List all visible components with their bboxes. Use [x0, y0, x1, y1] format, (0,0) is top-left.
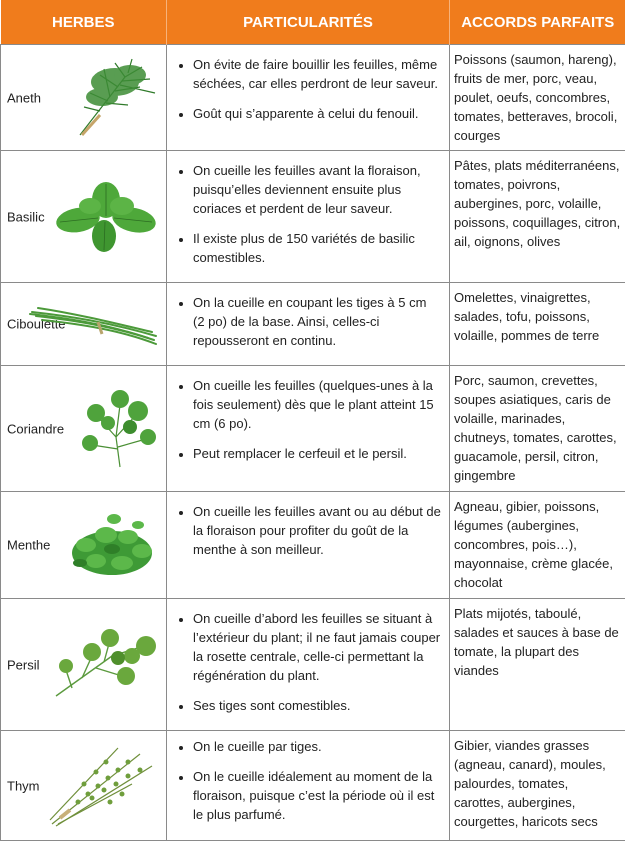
note-item: • On évite de faire bouillir les feuilles, même séchées, car elles perdront de leur saveur.: [193, 55, 441, 93]
pairings-text: Omelettes, vinaigrettes, salades, tofu, poissons, volaille, pommes de terre: [450, 283, 625, 349]
header-accords: ACCORDS PARFAITS: [450, 0, 625, 45]
pairings-text: Pâtes, plats méditerranéens, tomates, poivrons, aubergines, porc, volaille, poissons, coquillages, citron, ail, oignons, olives: [450, 151, 625, 255]
basil-leaves-icon: [54, 180, 160, 254]
pairings-text: Agneau, gibier, poissons, légumes (aubergines, concombres, pois…), mayonnaise, crème glacée, chocolat: [450, 492, 625, 596]
table-row-menthe: [1, 492, 625, 599]
herb-name: Aneth: [7, 88, 41, 107]
table-row-ciboulette: [1, 283, 625, 366]
notes-cell: [167, 283, 450, 366]
pairings-text: Plats mijotés, taboulé, salades et sauces à base de tomate, la plupart des viandes: [450, 599, 625, 684]
notes-list: [167, 599, 449, 730]
herb-name: Coriandre: [7, 419, 64, 438]
herb-cell: [1, 599, 167, 731]
herb-name: Menthe: [7, 536, 50, 555]
herb-cell: [1, 731, 167, 841]
note-item: • Peut remplacer le cerfeuil et le persil.: [193, 444, 441, 463]
header-particularites: PARTICULARITÉS: [167, 0, 450, 45]
parsley-sprig-icon: [52, 626, 160, 704]
table-row-coriandre: [1, 366, 625, 492]
note-item: • Il existe plus de 150 variétés de basilic comestibles.: [193, 229, 441, 267]
notes-list: [167, 366, 449, 478]
note-item: • On le cueille par tiges.: [193, 737, 441, 756]
notes-cell: [167, 366, 450, 492]
mint-plant-icon: [66, 505, 160, 585]
herb-cell: [1, 366, 167, 492]
pairings-cell: [450, 731, 625, 841]
pairings-cell: [450, 283, 625, 366]
herb-cell: [1, 151, 167, 283]
dill-sprig-icon: [70, 57, 160, 139]
table-row-basilic: [1, 151, 625, 283]
notes-cell: [167, 151, 450, 283]
herb-name: Persil: [7, 655, 40, 674]
notes-list: [167, 151, 449, 282]
pairings-text: Porc, saumon, crevettes, soupes asiatiques, caris de volaille, marinades, chutneys, tomates, carottes, guacamole, persil, citron, gingembre: [450, 366, 625, 489]
notes-list: [167, 45, 449, 138]
note-item: • On cueille les feuilles (quelques-unes à la fois seulement) dès que le plant atteint 15 cm (6 po).: [193, 376, 441, 433]
herb-cell: [1, 283, 167, 366]
note-item: • On cueille les feuilles avant ou au début de la floraison pour profiter du goût de la menthe à son meilleur.: [193, 502, 441, 559]
pairings-cell: [450, 366, 625, 492]
notes-cell: [167, 45, 450, 151]
pairings-text: Gibier, viandes grasses (agneau, canard), moules, palourdes, tomates, carottes, aubergines, courgettes, haricots secs: [450, 731, 625, 835]
header-herbes: HERBES: [1, 0, 167, 45]
chives-bundle-icon: [28, 300, 160, 348]
herb-cell: [1, 45, 167, 151]
pairings-cell: [450, 45, 625, 151]
herb-cell: [1, 492, 167, 599]
pairings-cell: [450, 492, 625, 599]
notes-list: [167, 283, 449, 365]
table-row-persil: [1, 599, 625, 731]
herb-name: Basilic: [7, 207, 45, 226]
pairings-text: Poissons (saumon, hareng), fruits de mer, porc, veau, poulet, oeufs, concombres, tomates, betteraves, brocoli, courges: [450, 45, 625, 149]
note-item: • On le cueille idéalement au moment de la floraison, puisque c’est la période où il est le plus parfumé.: [193, 767, 441, 824]
pairings-cell: [450, 151, 625, 283]
notes-list: [167, 731, 449, 839]
note-item: • On cueille d’abord les feuilles se situant à l’extérieur du plant; il ne faut jamais couper la rosette centrale, celle-ci permettant la régénération du plant.: [193, 609, 441, 685]
note-item: • Goût qui s’apparente à celui du fenouil.: [193, 104, 441, 123]
note-item: • Ses tiges sont comestibles.: [193, 696, 441, 715]
note-item: • On cueille les feuilles avant la floraison, puisqu’elles deviennent ensuite plus coriaces et perdent de leur saveur.: [193, 161, 441, 218]
coriander-leaves-icon: [80, 387, 160, 471]
table-row-thym: [1, 731, 625, 841]
notes-cell: [167, 731, 450, 841]
notes-list: [167, 492, 449, 574]
herb-name: Thym: [7, 776, 40, 795]
pairings-cell: [450, 599, 625, 731]
table-row-aneth: [1, 45, 625, 151]
thyme-bundle-icon: [48, 744, 160, 828]
herb-name: Ciboulette: [7, 315, 66, 334]
notes-cell: [167, 492, 450, 599]
note-item: • On la cueille en coupant les tiges à 5 cm (2 po) de la base. Ainsi, celles-ci repousseront en continu.: [193, 293, 441, 350]
header-row: [1, 0, 625, 45]
notes-cell: [167, 599, 450, 731]
